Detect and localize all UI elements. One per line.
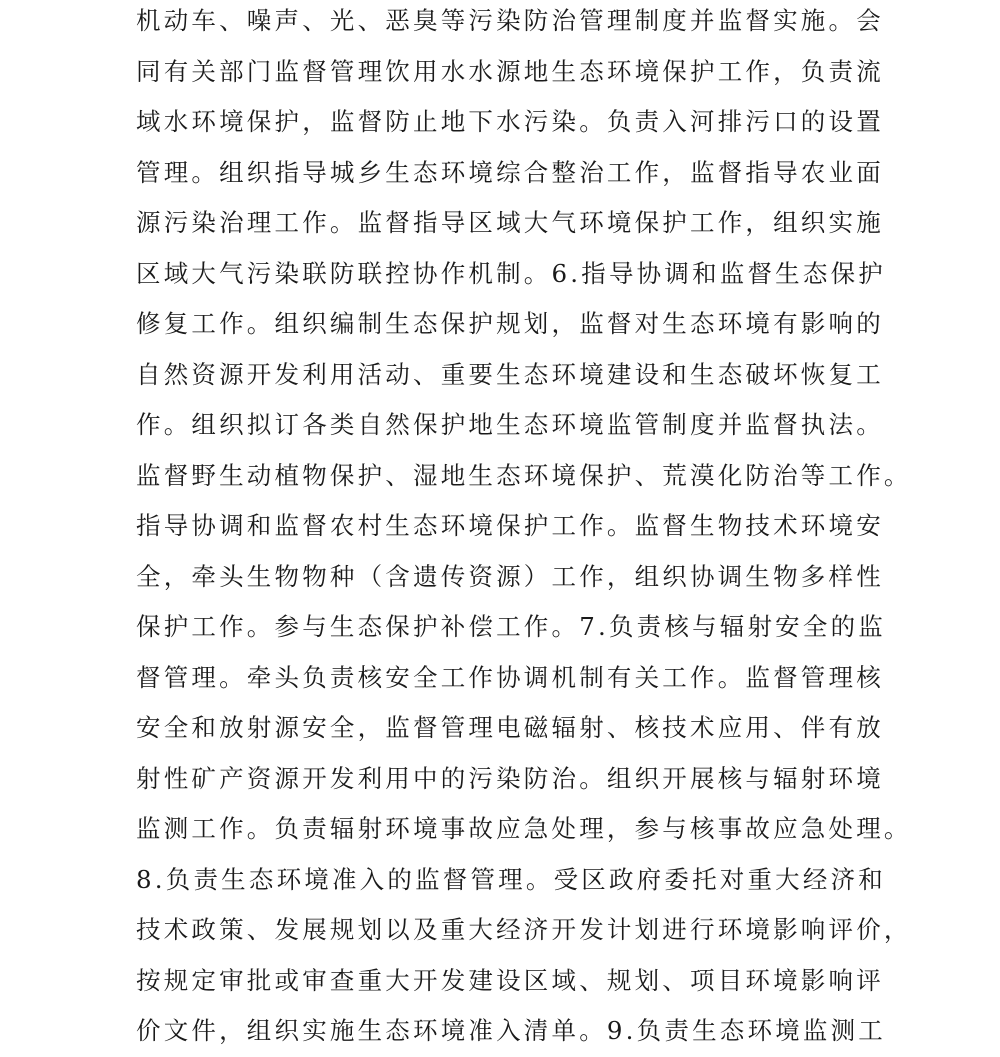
text-line: 按规定审批或审查重大开发建设区域、规划、项目环境影响评 [136,965,884,995]
text-line: 作。组织拟订各类自然保护地生态环境监管制度并监督执法。 [136,410,884,439]
text-line: 修复工作。组织编制生态保护规划，监督对生态环境有影响的 [136,309,884,338]
text-line: 监督野生动植物保护、湿地生态环境保护、荒漠化防治等工作。 [136,460,912,490]
text-line: 保护工作。参与生态保护补偿工作。7.负责核与辐射安全的监 [136,612,886,641]
text-line: 8.负责生态环境准入的监督管理。受区政府委托对重大经济和 [136,864,886,894]
text-line: 价文件，组织实施生态环境准入清单。9.负责生态环境监测工 [136,1016,886,1045]
text-line: 自然资源开发利用活动、重要生态环境建设和生态破坏恢复工 [136,359,884,389]
text-line: 全，牵头生物物种（含遗传资源）工作，组织协调生物多样性 [136,561,884,591]
text-line: 射性矿产资源开发利用中的污染防治。组织开展核与辐射环境 [136,763,884,793]
text-line: 源污染治理工作。监督指导区域大气环境保护工作，组织实施 [136,208,884,237]
text-line: 同有关部门监督管理饮用水水源地生态环境保护工作，负责流 [136,56,884,86]
text-line: 安全和放射源安全，监督管理电磁辐射、核技术应用、伴有放 [136,713,884,742]
text-line: 督管理。牵头负责核安全工作协调机制有关工作。监督管理核 [136,662,884,692]
text-line: 管理。组织指导城乡生态环境综合整治工作，监督指导农业面 [136,157,884,187]
text-line: 指导协调和监督农村生态环境保护工作。监督生物技术环境安 [136,511,884,540]
text-line: 技术政策、发展规划以及重大经济开发计划进行环境影响评价， [136,915,912,944]
text-line: 域水环境保护，监督防止地下水污染。负责入河排污口的设置 [136,107,884,136]
text-line: 监测工作。负责辐射环境事故应急处理，参与核事故应急处理。 [136,814,912,843]
text-line: 区域大气污染联防联控协作机制。6.指导协调和监督生态保护 [136,258,886,288]
text-line: 机动车、噪声、光、恶臭等污染防治管理制度并监督实施。会 [136,6,884,35]
body-text [136,0,912,1057]
